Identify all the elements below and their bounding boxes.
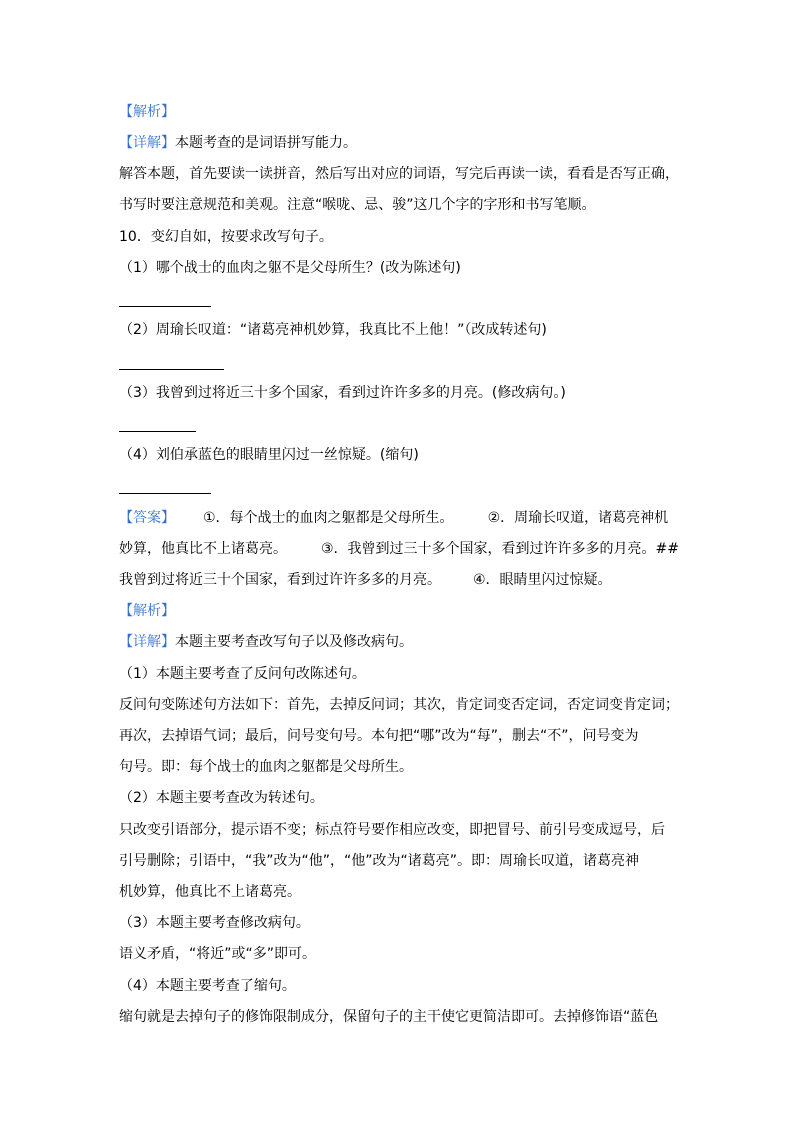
explanation-line: 只改变引语部分，提示语不变；标点符号要作相应改变，即把冒号、前引号变成逗号，后 bbox=[119, 822, 665, 838]
detail-label-2: 【详解】 bbox=[119, 634, 175, 650]
answer-blank-1 bbox=[119, 306, 211, 307]
answer-blank-2 bbox=[119, 369, 224, 370]
explanation-line: 句号。即：每个战士的血肉之躯都是父母所生。 bbox=[119, 759, 413, 775]
body-line: 解答本题，首先要读一读拼音，然后写出对应的词语，写完后再读一读，看看是否写正确， bbox=[119, 166, 679, 182]
detail-label: 【详解】 bbox=[119, 135, 175, 151]
analysis-label-2: 【解析】 bbox=[119, 603, 175, 619]
answer-label: 【答案】 bbox=[119, 510, 175, 526]
answer-2-part2: 妙算，他真比不上诸葛亮。 bbox=[119, 541, 287, 557]
explanation-line: （4）本题主要考查了缩句。 bbox=[119, 978, 296, 994]
explanation-line: （3）本题主要考查修改病句。 bbox=[119, 915, 310, 931]
question-item-3: （3）我曾到过将近三十多个国家，看到过许许多多的月亮。(修改病句。) bbox=[119, 385, 566, 401]
answer-3-part1: ③．我曾到过三十多个国家，看到过许许多多的月亮。## bbox=[321, 541, 680, 557]
explanation-line: 引号删除；引语中，“我”改为“他”，“他”改为“诸葛亮”。即：周瑜长叹道，诸葛亮神 bbox=[119, 853, 640, 869]
detail-text: 本题考查的是词语拼写能力。 bbox=[175, 135, 357, 151]
explanation-line: （2）本题主要考查改为转述句。 bbox=[119, 790, 324, 806]
answer-1: ①．每个战士的血肉之躯都是父母所生。 bbox=[203, 510, 454, 526]
answer-blank-4 bbox=[119, 493, 211, 494]
detail-line bbox=[119, 135, 357, 151]
explanation-line: 缩句就是去掉句子的修饰限制成分，保留句子的主干使它更简洁即可。去掉修饰语“蓝色 bbox=[119, 1009, 659, 1025]
question-title: 10．变幻自如，按要求改写句子。 bbox=[119, 229, 333, 245]
question-item-2: （2）周瑜长叹道：“诸葛亮神机妙算，我真比不上他！”（改成转述句) bbox=[119, 322, 547, 338]
answer-blank-3 bbox=[119, 431, 196, 432]
explanation-line: 机妙算，他真比不上诸葛亮。 bbox=[119, 884, 301, 900]
explanation-line: 语义矛盾，“将近”或“多”即可。 bbox=[119, 946, 317, 962]
answer-line-3 bbox=[119, 572, 612, 588]
question-item-4: （4）刘伯承蓝色的眼睛里闪过一丝惊疑。(缩句) bbox=[119, 447, 419, 463]
analysis-label: 【解析】 bbox=[119, 104, 175, 120]
detail-line-2 bbox=[119, 634, 413, 650]
answer-line-1 bbox=[119, 510, 668, 526]
answer-line-2 bbox=[119, 541, 679, 557]
body-line: 书写时要注意规范和美观。注意“喉咙、忌、骏”这几个字的字形和书写笔顺。 bbox=[119, 197, 596, 213]
detail-text-2: 本题主要考查改写句子以及修改病句。 bbox=[175, 634, 413, 650]
answer-2-part1: ②．周瑜长叹道，诸葛亮神机 bbox=[487, 510, 669, 526]
explanation-line: （1）本题主要考查了反问句改陈述句。 bbox=[119, 666, 366, 682]
explanation-line: 反问句变陈述句方法如下：首先，去掉反问词；其次，肯定词变否定词，否定词变肯定词； bbox=[119, 697, 679, 713]
answer-4: ④．眼睛里闪过惊疑。 bbox=[473, 572, 612, 588]
question-item-1: （1）哪个战士的血肉之躯不是父母所生？(改为陈述句) bbox=[119, 260, 461, 276]
answer-3-part2: 我曾到过将近三十个国家，看到过许许多多的月亮。 bbox=[119, 572, 441, 588]
explanation-line: 再次，去掉语气词；最后，问号变句号。本句把“哪”改为“每”，删去“不”，问号变为 bbox=[119, 728, 639, 744]
